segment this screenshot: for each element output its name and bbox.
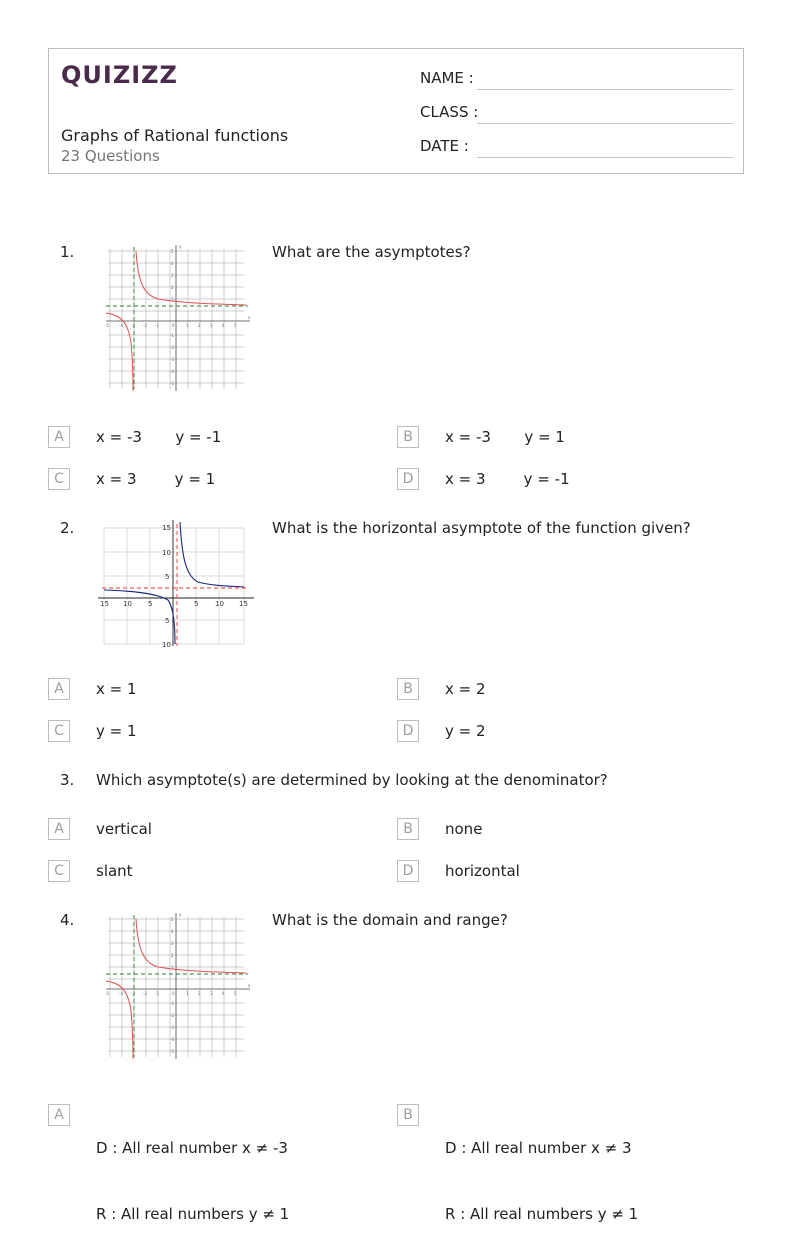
x-tick-label: 5 [148,600,153,608]
y-tick-label: 15 [162,524,171,532]
x-tick-label: 0 [172,323,175,328]
x-tick-label: 1 [186,991,189,996]
question-2-text: What is the horizontal asymptote of the function given? [272,519,691,537]
y-tick-label: 1 [171,297,174,302]
y-tick-label: -5 [170,1049,174,1054]
option-b-domain: D : All real number x ≠ 3 [445,1139,632,1157]
y-tick-label: -2 [170,345,174,350]
option-b-box[interactable]: B [397,426,419,448]
option-a-domain: D : All real number x ≠ -3 [96,1139,288,1157]
question-1-text: What are the asymptotes? [272,243,471,261]
name-line[interactable] [477,89,733,90]
option-c-text: slant [96,862,133,880]
x-tick-label: 5 [234,991,237,996]
y-tick-label: 5 [171,249,174,254]
y-tick-label: 2 [171,953,174,958]
option-b-text: x = -3 y = 1 [445,428,565,446]
x-axis-label: x [248,315,251,320]
x-tick-label: 15 [100,600,109,608]
y-tick-label: 5 [165,573,170,581]
x-tick-label: 10 [123,600,132,608]
option-a-box[interactable]: A [48,678,70,700]
x-tick-label: -4 [119,323,123,328]
x-tick-label: -5 [105,323,109,328]
worksheet-title: Graphs of Rational functions [61,126,289,145]
x-tick-label: 3 [210,991,213,996]
option-a-text: vertical [96,820,152,838]
option-d-text: y = 2 [445,722,486,740]
y-tick-label: -1 [170,1001,174,1006]
x-tick-label: 4 [222,323,225,328]
option-b-text [445,1093,638,1247]
option-a-range: R : All real numbers y ≠ 1 [96,1205,290,1223]
option-b-box[interactable]: B [397,678,419,700]
x-tick-label: -1 [155,991,159,996]
y-axis-label: y [179,912,182,917]
x-tick-label: -2 [143,323,147,328]
x-tick-label: 1 [186,323,189,328]
x-tick-label: 3 [210,323,213,328]
option-c-box[interactable]: C [48,720,70,742]
x-tick-label: 5 [234,323,237,328]
option-c-text: x = 3 y = 1 [96,470,216,488]
option-d-box[interactable]: D [397,468,419,490]
option-d-text: horizontal [445,862,520,880]
worksheet-header [48,48,744,174]
option-a-text: x = 1 [96,680,137,698]
y-axis-label: y [179,244,182,249]
option-d-box[interactable]: D [397,720,419,742]
x-tick-label: -2 [143,991,147,996]
y-tick-label: 10 [162,641,171,648]
y-tick-label: -4 [170,1037,174,1042]
option-d-text: x = 3 y = -1 [445,470,570,488]
x-tick-label: 10 [215,600,224,608]
curve-upper-branch [136,919,246,973]
option-a-box[interactable]: A [48,426,70,448]
option-d-box[interactable]: D [397,860,419,882]
y-tick-label: 1 [171,965,174,970]
class-label: CLASS : [420,103,479,121]
option-b-text: none [445,820,483,838]
option-a-text: x = -3 y = -1 [96,428,222,446]
x-tick-label: -1 [155,323,159,328]
option-a-text [96,1093,289,1247]
y-tick-label: 4 [171,929,174,934]
date-line[interactable] [477,157,733,158]
y-tick-label: -1 [170,333,174,338]
curve-upper-branch [180,522,244,587]
x-tick-label: 0 [172,991,175,996]
option-a-box[interactable]: A [48,1104,70,1126]
question-1-number: 1. [60,243,75,261]
class-line[interactable] [477,123,733,124]
y-tick-label: 3 [171,941,174,946]
y-tick-label: 5 [171,917,174,922]
question-1-graph [102,243,254,393]
y-tick-label: 4 [171,261,174,266]
option-a-box[interactable]: A [48,818,70,840]
x-tick-label: 15 [239,600,248,608]
x-axis-label: x [248,983,251,988]
question-3-number: 3. [60,771,75,789]
question-4-number: 4. [60,911,75,929]
quizizz-logo: QUIZIZZ [61,61,178,89]
y-tick-label: 2 [171,285,174,290]
option-c-box[interactable]: C [48,468,70,490]
option-c-text: y = 1 [96,722,137,740]
y-tick-label: 3 [171,273,174,278]
y-tick-label: -3 [170,1025,174,1030]
option-b-range: R : All real numbers y ≠ 1 [445,1205,639,1223]
y-tick-label: -2 [170,1013,174,1018]
y-tick-label: 10 [162,549,171,557]
x-tick-label: -5 [105,991,109,996]
question-count: 23 Questions [61,147,160,165]
y-tick-label: -5 [170,381,174,386]
y-tick-label: -4 [170,369,174,374]
question-4-graph [102,911,254,1061]
x-tick-label: -3 [131,323,135,328]
question-3-text: Which asymptote(s) are determined by looking at the denominator? [96,771,608,789]
x-tick-label: 4 [222,991,225,996]
option-b-text: x = 2 [445,680,486,698]
x-tick-label: -3 [131,991,135,996]
x-tick-label: 2 [198,323,201,328]
date-label: DATE : [420,137,469,155]
name-label: NAME : [420,69,474,87]
option-c-box[interactable]: C [48,860,70,882]
x-tick-label: 5 [194,600,199,608]
question-2-number: 2. [60,519,75,537]
y-tick-label: -3 [170,357,174,362]
x-tick-label: 2 [198,991,201,996]
question-2-graph [98,518,256,648]
x-tick-label: -4 [119,991,123,996]
question-4-text: What is the domain and range? [272,911,508,929]
y-tick-label: 5 [165,617,170,625]
option-b-box[interactable]: B [397,818,419,840]
option-b-box[interactable]: B [397,1104,419,1126]
curve-upper-branch [136,251,246,305]
